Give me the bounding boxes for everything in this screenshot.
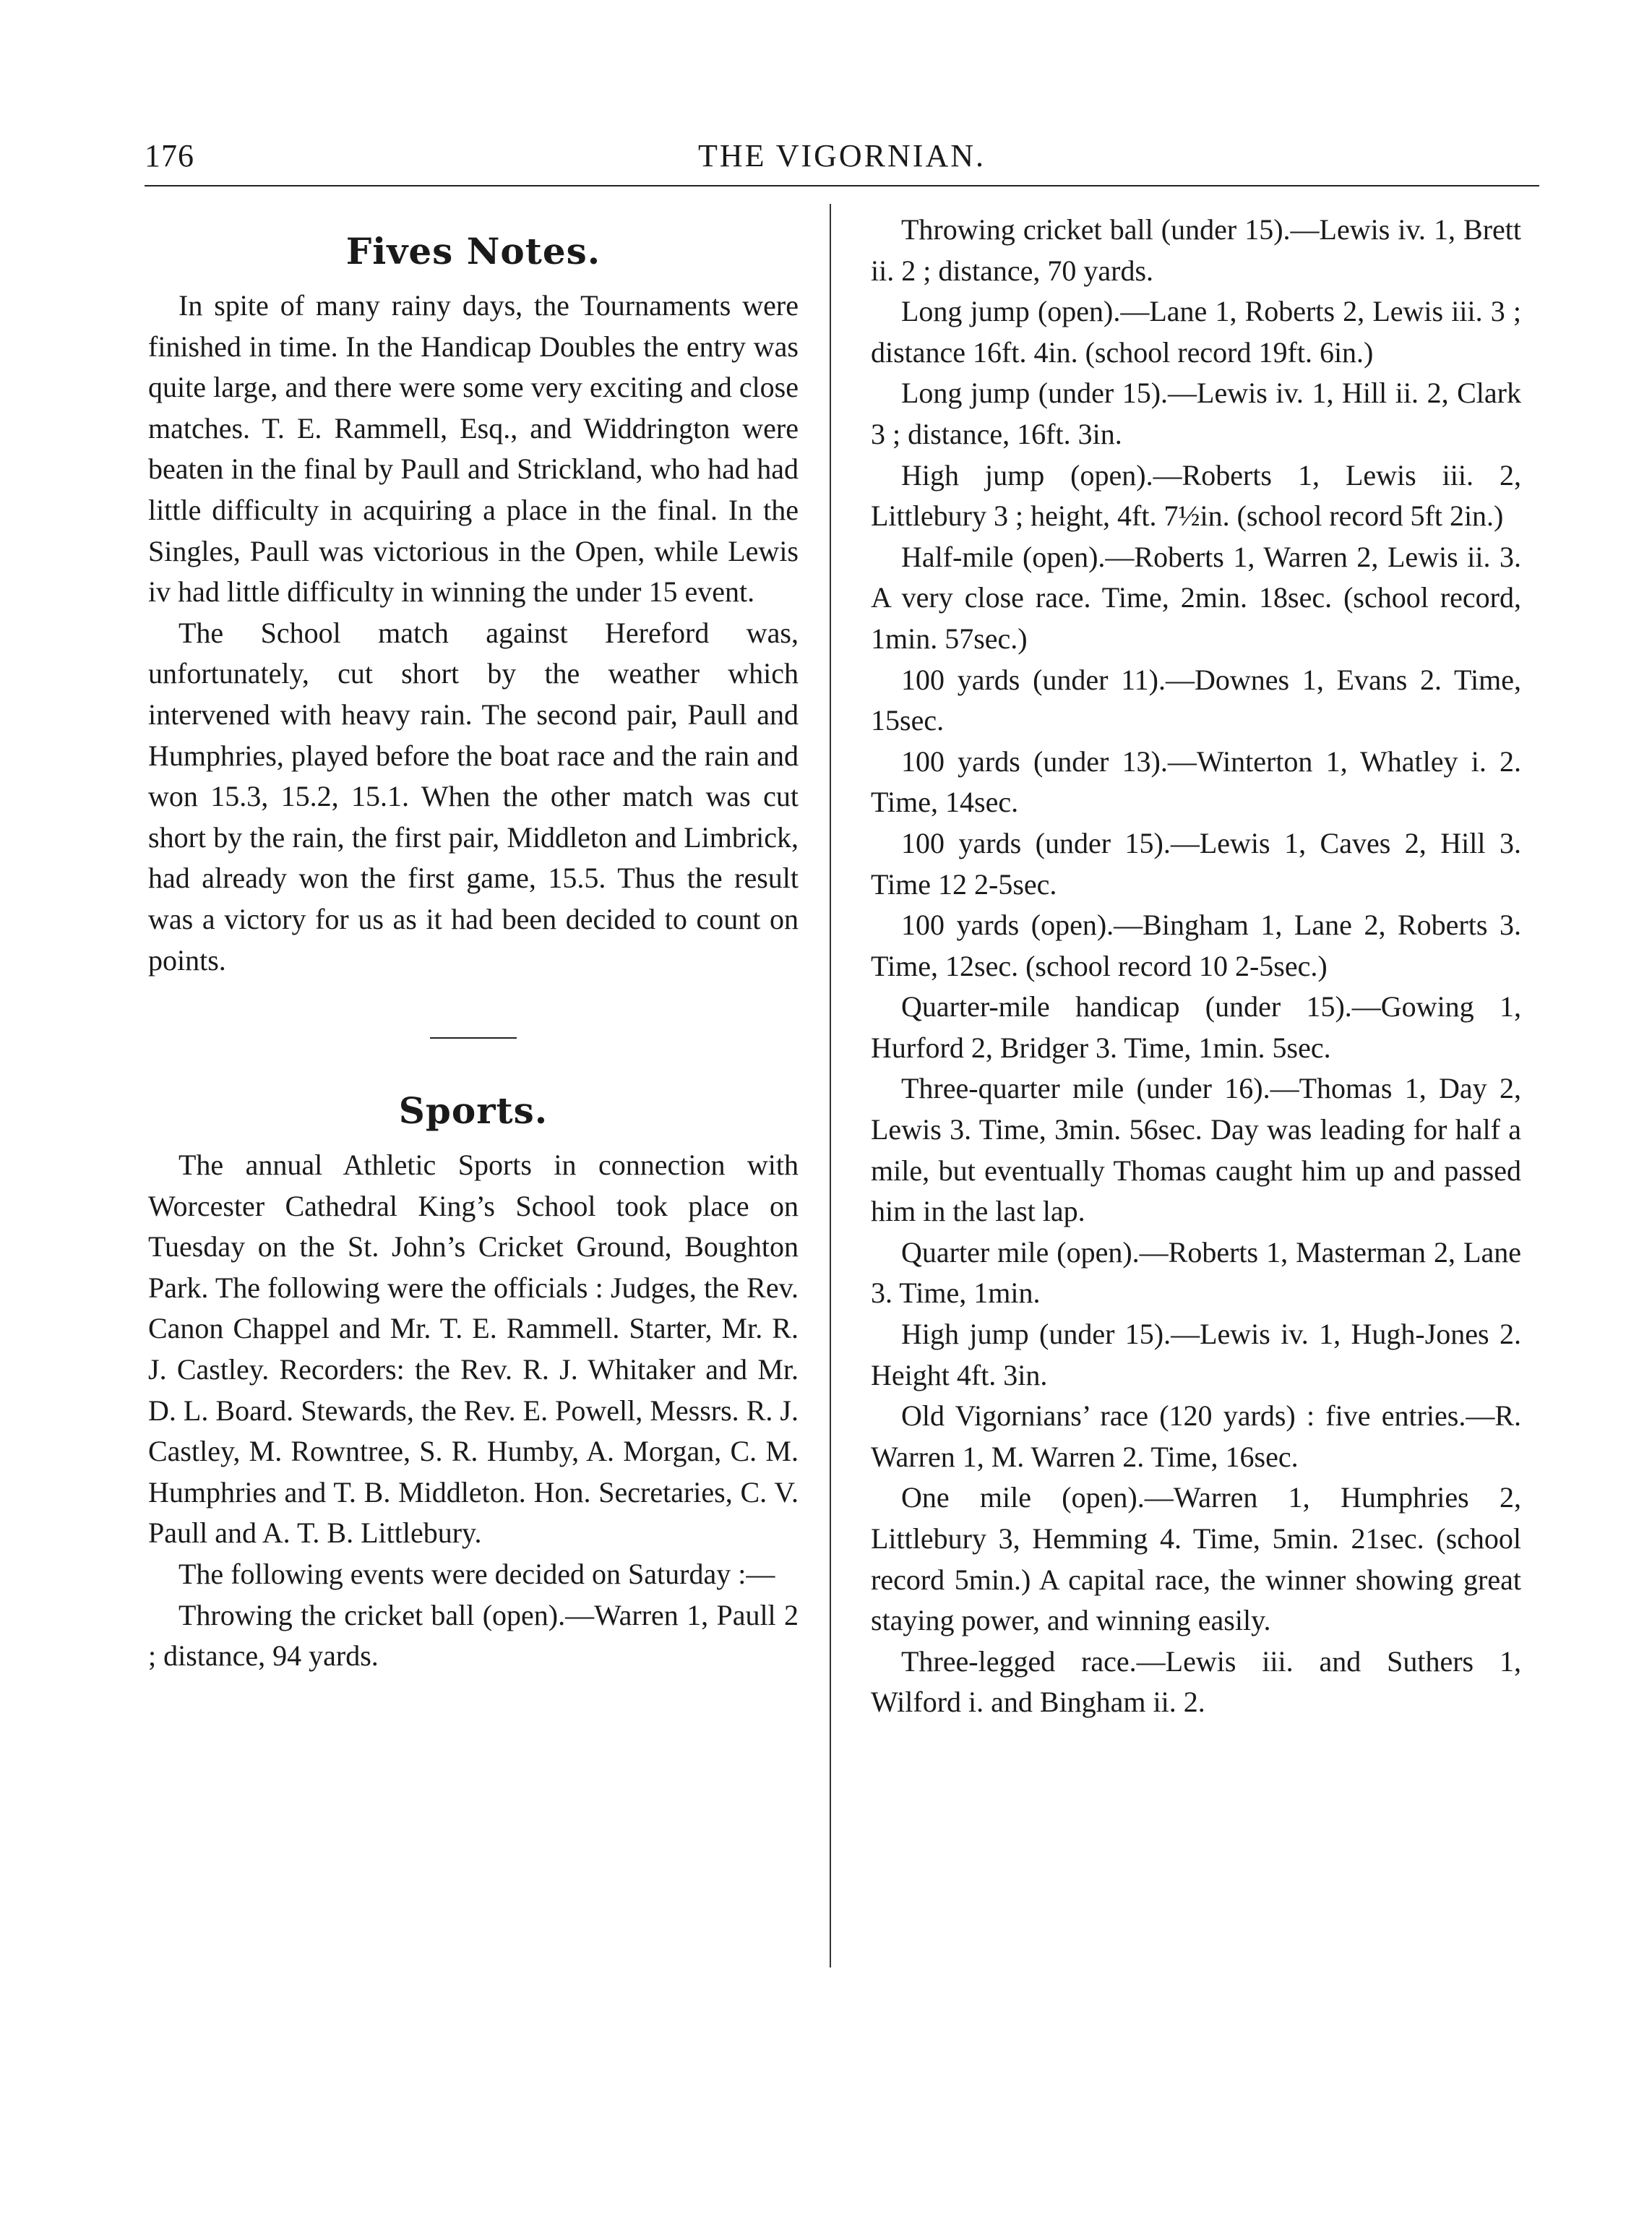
event-result: Quarter-mile handicap (under 15).—Gowing 1, Hurford 2, Bridger 3. Time, 1min. 5sec.	[871, 990, 1521, 1064]
event-result: Three-quarter mile (under 16).—Thomas 1, Day 2, Lewis 3. Time, 3min. 56sec. Day was leading for half a mile, but eventually Thomas caught him up and passed him in the last lap.	[871, 1072, 1521, 1228]
event-result: 100 yards (under 15).—Lewis 1, Caves 2, Hill 3. Time 12 2-5sec.	[871, 826, 1521, 901]
event-result: High jump (open).—Roberts 1, Lewis iii. 2, Littlebury 3 ; height, 4ft. 7½in. (school record 5ft 2in.)	[871, 458, 1521, 533]
event-result: Old Vigornians’ race (120 yards) : five entries.—R. Warren 1, M. Warren 2. Time, 16sec.	[871, 1399, 1521, 1473]
section-divider	[430, 1037, 517, 1039]
fives-paragraph: The School match against Hereford was, unfortunately, cut short by the weather which intervened with heavy rain. The second pair, Paull and Humphries, played before the boat race and the rain and won 15.3, 15.2, 15.1. When the other match was cut short by the rain, the first pair, Middleton and Limbrick, had already won the first game, 15.5. Thus the result was a victory for us as it had been decided to count on points.	[148, 616, 799, 977]
event-result: 100 yards (under 13).—Winterton 1, Whatley i. 2. Time, 14sec.	[871, 744, 1521, 819]
page-header	[145, 137, 1539, 182]
event-result: Throwing cricket ball (under 15).—Lewis iv. 1, Brett ii. 2 ; distance, 70 yards.	[871, 213, 1521, 287]
running-title: THE VIGORNIAN.	[697, 138, 986, 173]
event-result: 100 yards (under 11).—Downes 1, Evans 2. Time, 15sec.	[871, 663, 1521, 737]
event-result: Long jump (under 15).—Lewis iv. 1, Hill ii. 2, Clark 3 ; distance, 16ft. 3in.	[871, 377, 1521, 450]
page-number: 176	[145, 138, 194, 173]
event-result: High jump (under 15).—Lewis iv. 1, Hugh-Jones 2. Height 4ft. 3in.	[871, 1318, 1521, 1391]
sports-paragraph: The annual Athletic Sports in connection with Worcester Cathedral King’s School took place on Tuesday on the St. John’s Cricket Ground, Boughton Park. The following were the officials : Judges, the Rev. Canon Chappel and Mr. T. E. Rammell. Starter, Mr. R. J. Castley. Recorders: the Rev. R. J. Whitaker and Mr. D. L. Board. Stewards, the Rev. E. Powell, Messrs. R. J. Castley, M. Rowntree, S. R. Humby, A. Morgan, C. M. Humphries and T. B. Middleton. Hon. Secretaries, C. V. Paull and A. T. B. Littlebury.	[148, 1149, 799, 1550]
column-divider	[830, 204, 831, 1967]
fives-paragraph: In spite of many rainy days, the Tournaments were finished in time. In the Handicap Doubles the entry was quite large, and there were some very exciting and close matches. T. E. Rammell, Esq., and Widdrington were beaten in the final by Paull and Strickland, who had had little difficulty in acquiring a place in the final. In the Singles, Paull was victorious in the Open, while Lewis iv had little difficulty in winning the under 15 event.	[148, 289, 799, 609]
sports-paragraph: The following events were decided on Saturday :—	[178, 1558, 775, 1591]
event-result: Quarter mile (open).—Roberts 1, Masterman 2, Lane 3. Time, 1min.	[871, 1235, 1521, 1310]
event-result: 100 yards (open).—Bingham 1, Lane 2, Roberts 3. Time, 12sec. (school record 10 2-5sec.)	[871, 909, 1521, 982]
sports-paragraph: Throwing the cricket ball (open).—Warren 1, Paull 2 ; distance, 94 yards.	[148, 1598, 799, 1673]
fives-notes-heading: Fives Notes.	[345, 230, 601, 273]
event-result: Half-mile (open).—Roberts 1, Warren 2, Lewis ii. 3. A very close race. Time, 2min. 18sec. (school record, 1min. 57sec.)	[871, 540, 1521, 655]
event-result: One mile (open).—Warren 1, Humphries 2, Littlebury 3, Hemming 4. Time, 5min. 21sec. (school record 5min.) A capital race, the winner showing great staying power, and winning easily.	[871, 1481, 1521, 1637]
event-result: Long jump (open).—Lane 1, Roberts 2, Lewis iii. 3 ; distance 16ft. 4in. (school record 19ft. 6in.)	[871, 295, 1521, 369]
header-rule	[145, 185, 1539, 186]
right-column	[871, 210, 1521, 1723]
left-column	[148, 210, 799, 1677]
sports-heading: Sports.	[398, 1089, 548, 1133]
event-result: Three-legged race.—Lewis iii. and Suthers 1, Wilford i. and Bingham ii. 2.	[871, 1644, 1521, 1719]
